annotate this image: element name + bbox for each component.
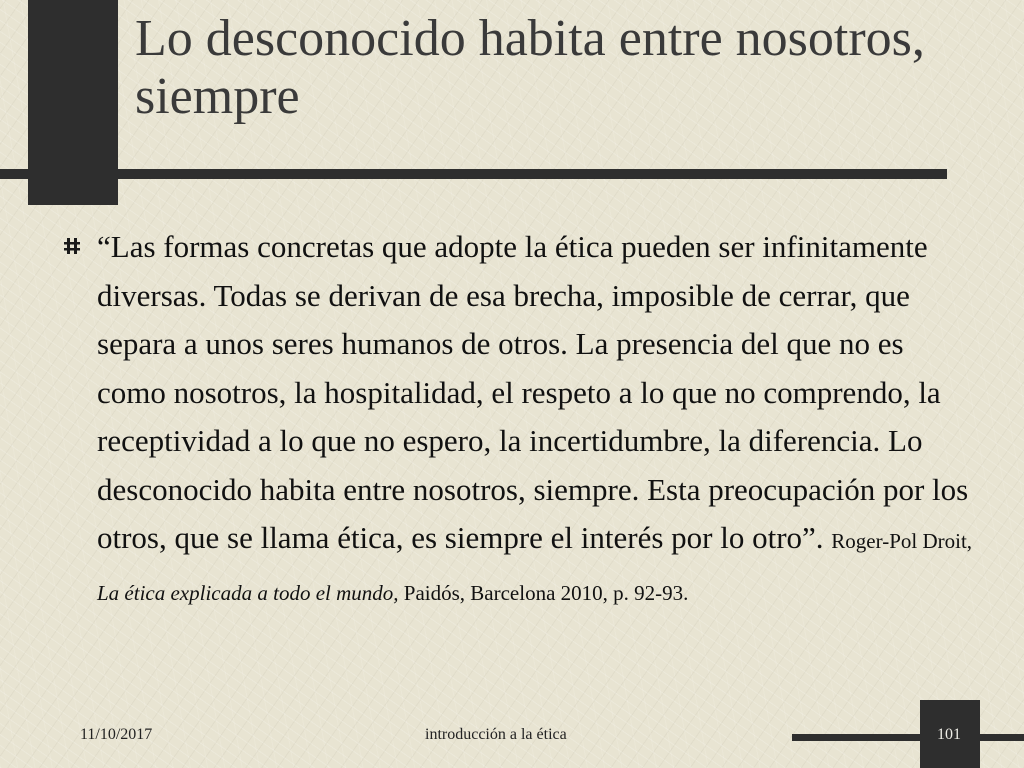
quote-text: “Las formas concretas que adopte la ética pueden ser infinitamente diversas. Todas se derivan de esa brecha, imposible de cerrar, que separa a unos seres humanos de otros. La presencia del que no es como nosotros, la hospitalidad, el respeto a lo que no comprendo, la receptividad a lo que no espero, la incertidumbre, la diferencia. Lo desconocido habita entre nosotros, siempre. Esta preocupación por los otros, que se llama ética, es siempre el interés por lo otro”. bbox=[97, 229, 969, 555]
quote-paragraph bbox=[97, 223, 977, 617]
citation-publisher: Paidós, Barcelona 2010, p. 92-93. bbox=[403, 580, 689, 605]
footer-date: 11/10/2017 bbox=[80, 726, 153, 743]
footer-page-number: 101 bbox=[937, 726, 961, 743]
hash-bullet-icon bbox=[63, 237, 81, 255]
citation-book-title: La ética explicada a todo el mundo, bbox=[97, 580, 399, 605]
footer-course-title: introducción a la ética bbox=[425, 726, 567, 743]
slide-title: Lo desconocido habita entre nosotros, siempre bbox=[135, 10, 925, 125]
title-divider-rule bbox=[0, 169, 947, 179]
footer-rule bbox=[792, 734, 1024, 741]
citation-author: Roger-Pol Droit, bbox=[831, 529, 973, 553]
